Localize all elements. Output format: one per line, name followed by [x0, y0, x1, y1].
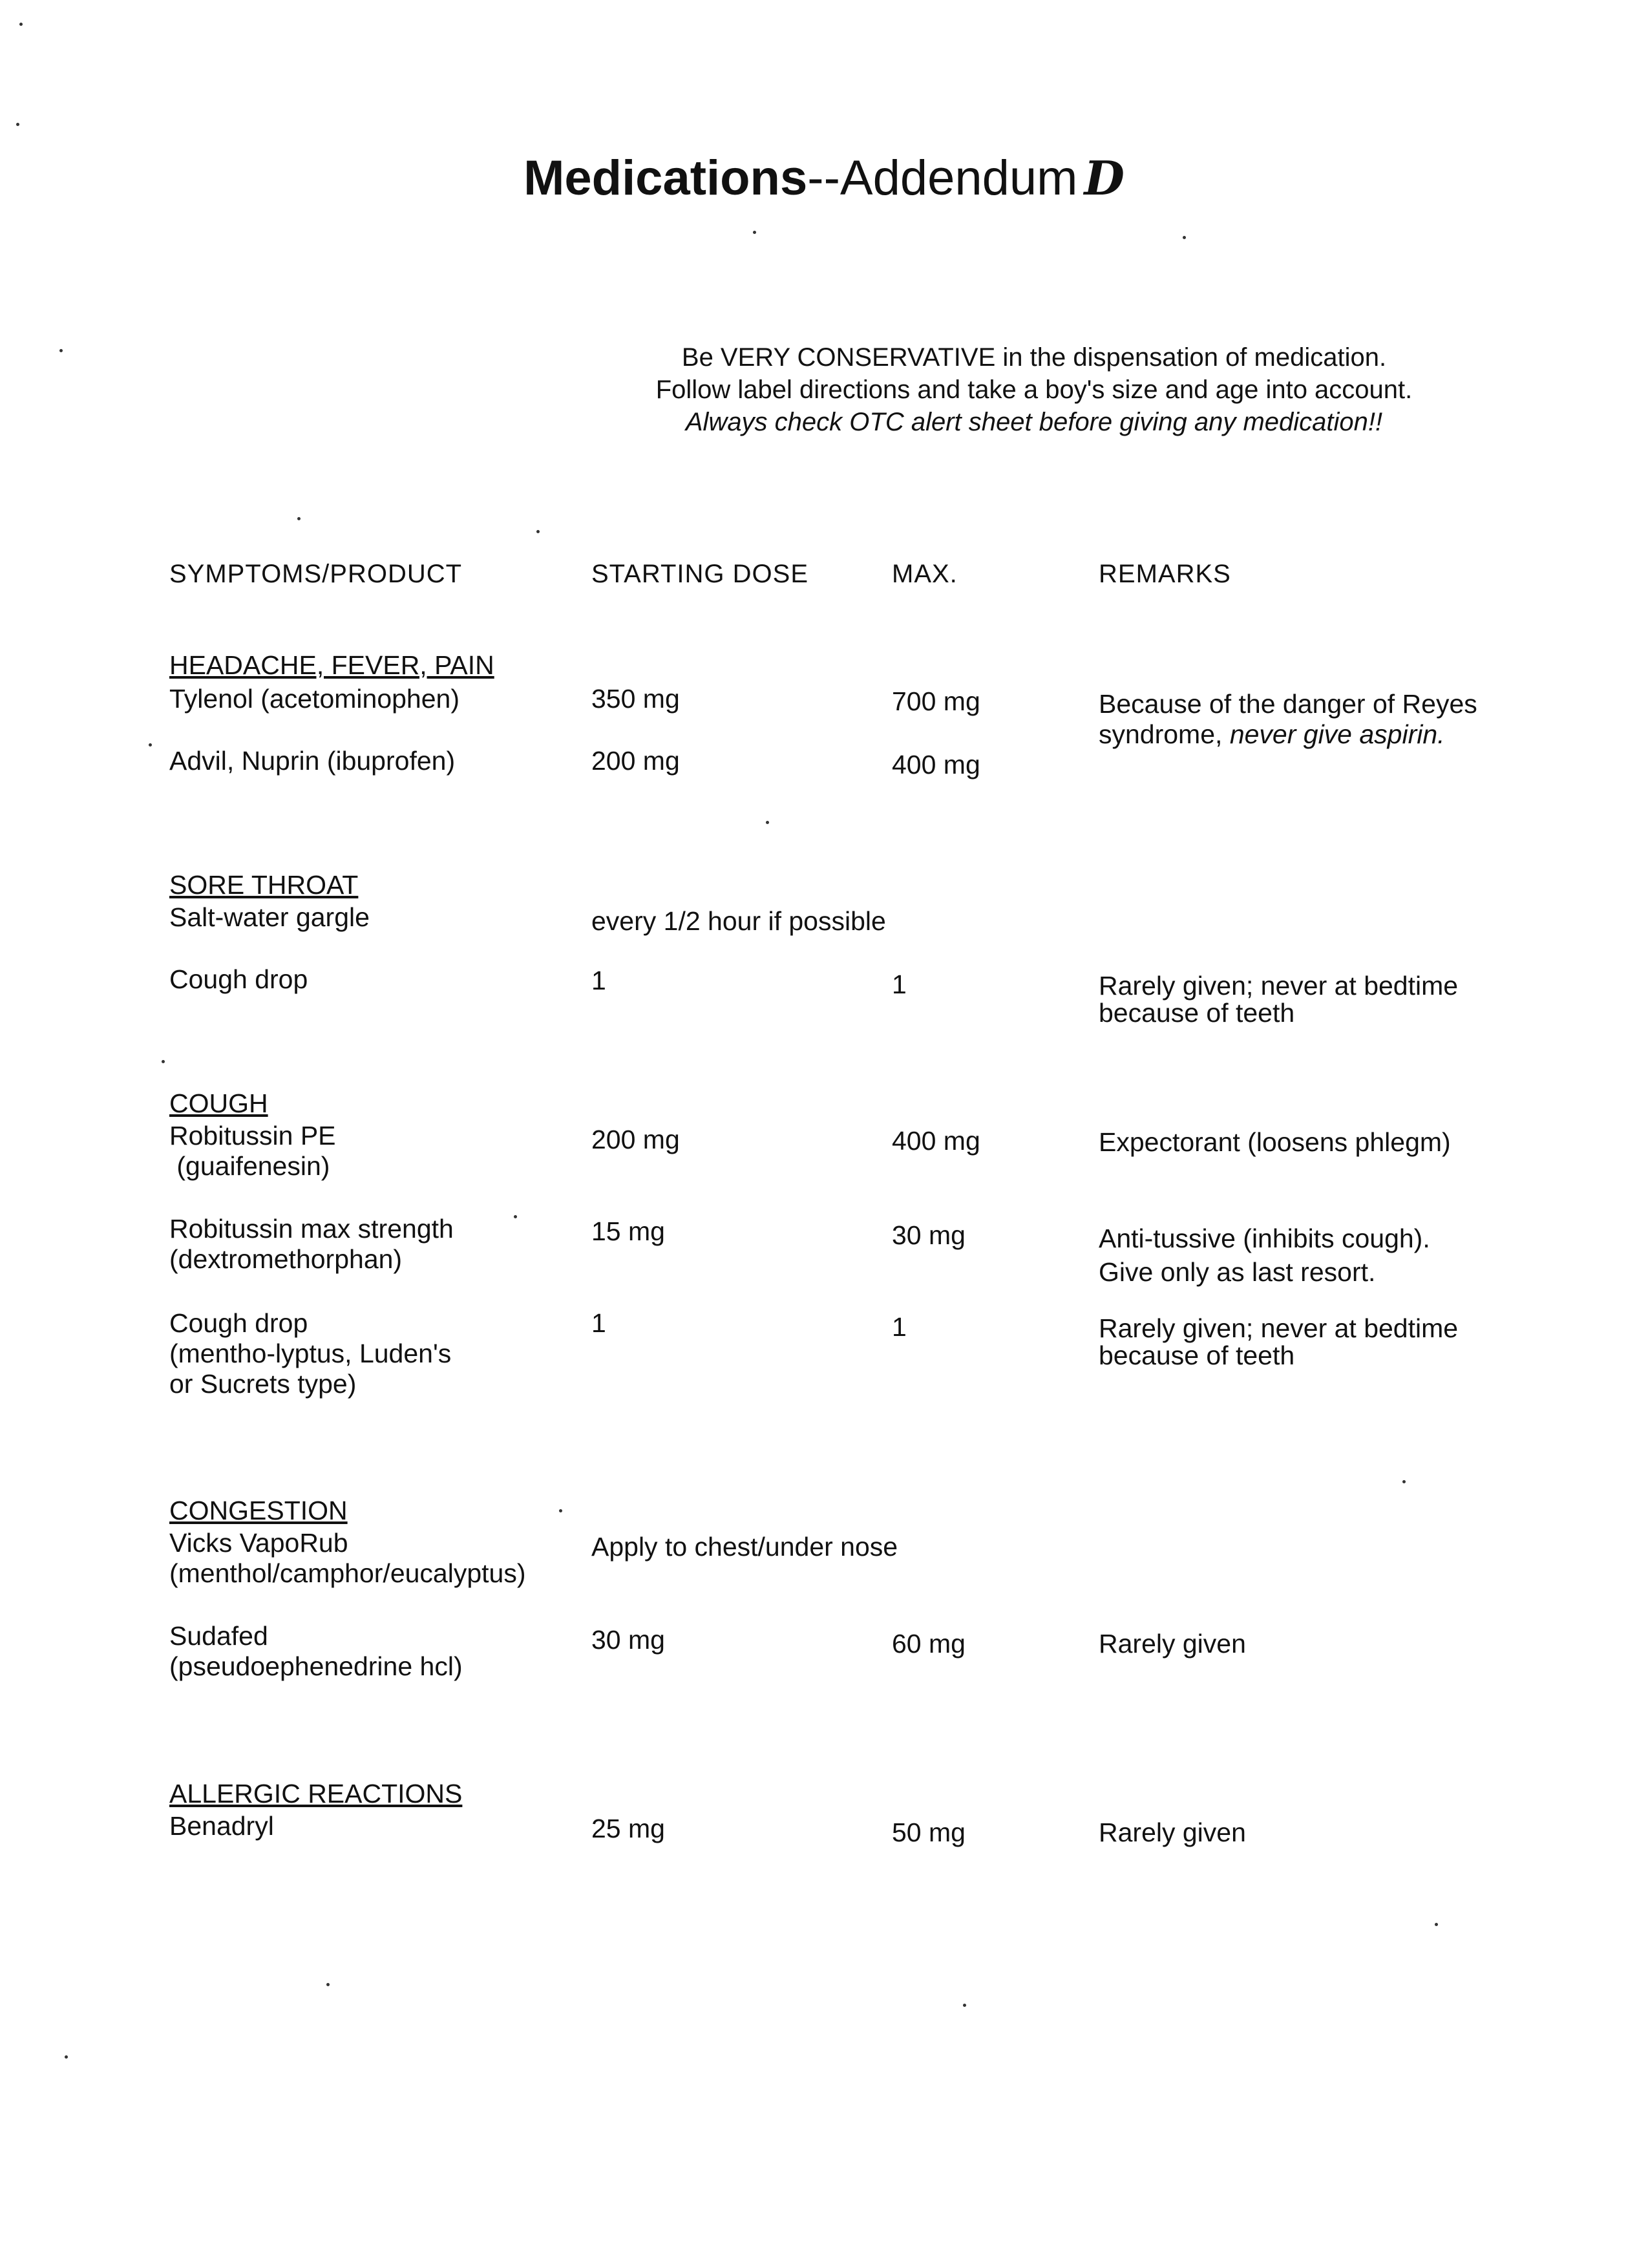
product-cough-drop: Cough drop	[169, 964, 308, 994]
max-cough-drop: 1	[892, 970, 907, 999]
max-robitussin-pe: 400 mg	[892, 1126, 980, 1156]
max-advil: 400 mg	[892, 750, 980, 779]
scan-speck	[536, 530, 540, 533]
scan-speck	[326, 1983, 330, 1986]
dose-salt-water-gargle: every 1/2 hour if possible	[591, 906, 886, 936]
remarks-cough-drop-line-1: Rarely given; never at bedtime	[1099, 971, 1459, 1001]
section-heading-congestion: CONGESTION	[169, 1496, 348, 1525]
title-rest: --Addendum	[807, 151, 1078, 206]
section-heading-sore-throat: SORE THROAT	[169, 870, 359, 900]
product-robitussin-pe	[169, 1121, 336, 1182]
remarks-sudafed: Rarely given	[1099, 1629, 1246, 1659]
remarks-headache-line-2	[1099, 719, 1477, 750]
column-header-starting-dose: STARTING DOSE	[591, 560, 809, 588]
remarks-robitussin-pe: Expectorant (loosens phlegm)	[1099, 1127, 1451, 1157]
section-heading-headache: HEADACHE, FEVER, PAIN	[169, 650, 494, 680]
product-cough-drop-lozenge-line-1: Cough drop	[169, 1308, 308, 1338]
dose-vicks-vaporub: Apply to chest/under nose	[591, 1532, 898, 1562]
remarks-robitussin-max-line-1: Anti-tussive (inhibits cough).	[1099, 1224, 1430, 1253]
product-sudafed	[169, 1621, 463, 1682]
product-cough-drop-lozenge	[169, 1308, 451, 1399]
remarks-headache-line-2-prefix: syndrome,	[1099, 719, 1230, 749]
remarks-cough-drop-lozenge-line-2: because of teeth	[1099, 1341, 1295, 1370]
column-header-product: SYMPTOMS/PRODUCT	[169, 560, 463, 588]
remarks-cough-drop-lozenge-line-1: Rarely given; never at bedtime	[1099, 1313, 1459, 1343]
section-heading-allergic-reactions: ALLERGIC REACTIONS	[169, 1779, 463, 1808]
product-cough-drop-lozenge-line-3: or Sucrets type)	[169, 1369, 357, 1399]
product-robitussin-max	[169, 1214, 454, 1275]
remarks-headache	[1099, 689, 1477, 750]
scan-speck	[1183, 236, 1186, 239]
scan-speck	[297, 517, 301, 520]
scan-speck	[963, 2004, 966, 2007]
product-robitussin-max-line-1: Robitussin max strength	[169, 1214, 454, 1244]
product-sudafed-line-1: Sudafed	[169, 1621, 268, 1651]
scan-speck	[559, 1509, 562, 1512]
scan-speck	[149, 743, 152, 747]
product-tylenol: Tylenol (acetominophen)	[169, 684, 460, 714]
title-bold: Medications	[523, 151, 808, 206]
remarks-cough-drop-lozenge	[1099, 1315, 1458, 1369]
product-robitussin-pe-line-1: Robitussin PE	[169, 1121, 336, 1150]
dose-tylenol: 350 mg	[591, 684, 680, 714]
max-robitussin-max: 30 mg	[892, 1220, 966, 1250]
caution-notice	[582, 341, 1486, 438]
dose-benadryl: 25 mg	[591, 1814, 665, 1843]
section-heading-cough: COUGH	[169, 1088, 268, 1118]
column-header-max: MAX.	[892, 560, 958, 588]
product-benadryl: Benadryl	[169, 1811, 274, 1841]
product-sudafed-line-2: (pseudoephenedrine hcl)	[169, 1651, 463, 1681]
dose-cough-drop-lozenge: 1	[591, 1308, 606, 1338]
max-tylenol: 700 mg	[892, 686, 980, 716]
scan-speck	[19, 23, 23, 26]
scan-speck	[1402, 1480, 1406, 1483]
remarks-headache-line-1: Because of the danger of Reyes	[1099, 689, 1477, 719]
product-cough-drop-lozenge-line-2: (mentho-lyptus, Luden's	[169, 1339, 452, 1368]
product-vicks-vaporub	[169, 1528, 525, 1589]
scan-speck	[162, 1060, 165, 1063]
max-benadryl: 50 mg	[892, 1818, 966, 1847]
dose-advil: 200 mg	[591, 746, 680, 776]
scan-speck	[16, 123, 19, 126]
remarks-cough-drop	[1099, 972, 1458, 1026]
remarks-robitussin-max	[1099, 1222, 1430, 1289]
title-handwritten-letter: D	[1084, 151, 1125, 206]
scan-speck	[1435, 1923, 1438, 1926]
notice-line-3: Always check OTC alert sheet before giving any medication!!	[685, 408, 1383, 436]
notice-line-2: Follow label directions and take a boy's size and age into account.	[655, 376, 1413, 404]
scan-speck	[65, 2055, 68, 2059]
scan-speck	[753, 231, 756, 234]
product-vicks-line-1: Vicks VapoRub	[169, 1528, 348, 1558]
scan-speck	[766, 821, 769, 824]
remarks-benadryl: Rarely given	[1099, 1818, 1246, 1847]
max-cough-drop-lozenge: 1	[892, 1312, 907, 1342]
column-header-remarks: REMARKS	[1099, 560, 1231, 588]
max-sudafed: 60 mg	[892, 1629, 966, 1659]
dose-sudafed: 30 mg	[591, 1625, 665, 1655]
product-salt-water-gargle: Salt-water gargle	[169, 902, 370, 932]
dose-robitussin-max: 15 mg	[591, 1216, 665, 1246]
scan-speck	[514, 1215, 517, 1218]
product-advil: Advil, Nuprin (ibuprofen)	[169, 746, 456, 776]
product-robitussin-max-line-2: (dextromethorphan)	[169, 1244, 403, 1274]
product-robitussin-pe-line-2: (guaifenesin)	[169, 1151, 330, 1181]
page-title	[0, 150, 1648, 206]
remarks-robitussin-max-line-2: Give only as last resort.	[1099, 1257, 1376, 1287]
product-vicks-line-2: (menthol/camphor/eucalyptus)	[169, 1558, 526, 1588]
dose-cough-drop: 1	[591, 966, 606, 995]
notice-line-1: Be VERY CONSERVATIVE in the dispensation of medication.	[681, 343, 1387, 372]
remarks-cough-drop-line-2: because of teeth	[1099, 998, 1295, 1028]
dose-robitussin-pe: 200 mg	[591, 1125, 680, 1154]
scan-speck	[59, 349, 63, 352]
remarks-headache-line-2-italic: never give aspirin.	[1229, 719, 1445, 749]
